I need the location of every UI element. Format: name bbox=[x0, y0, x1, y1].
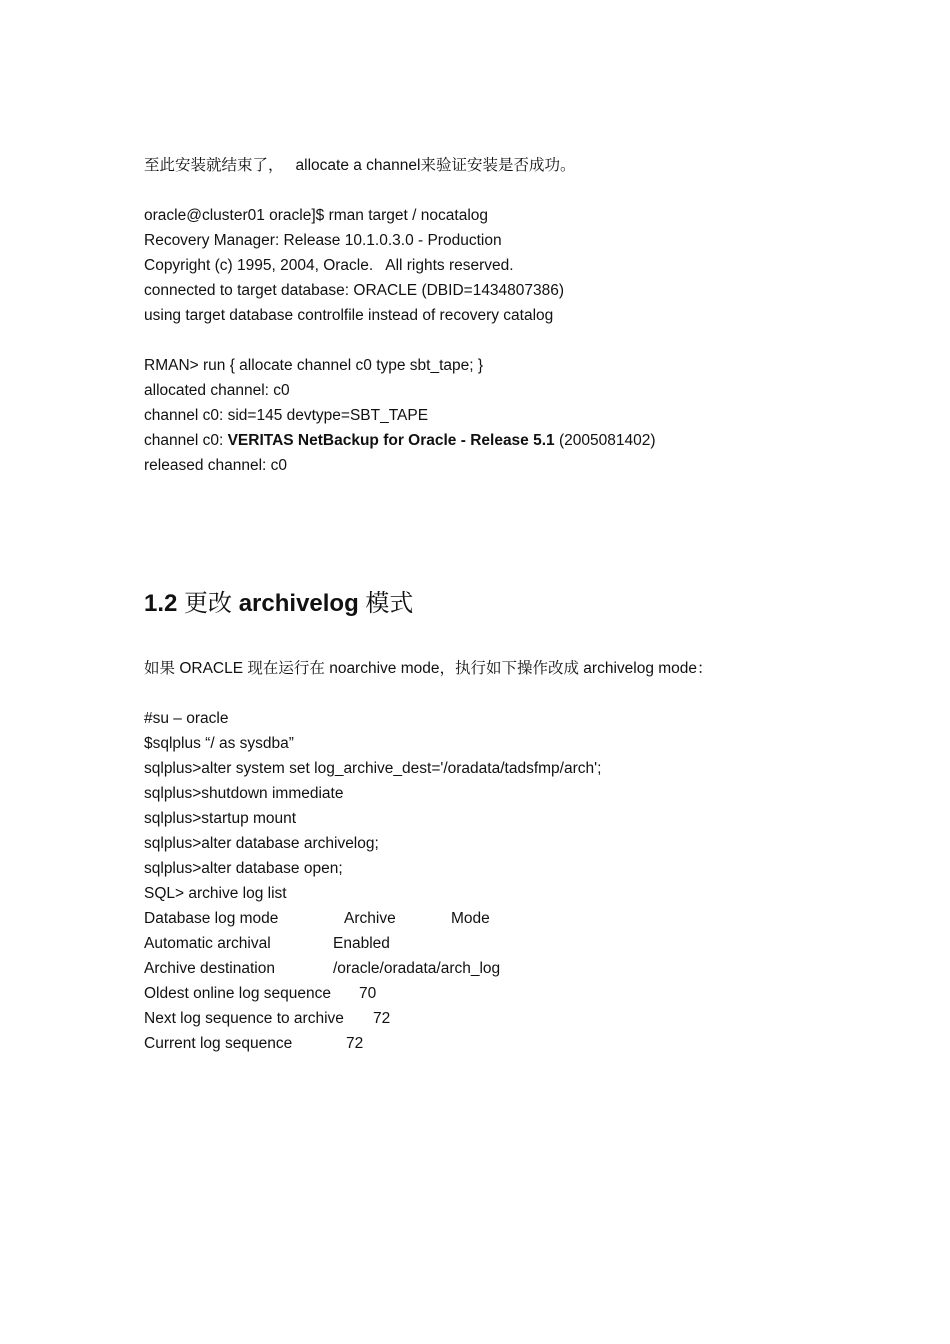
intro-en: noarchive mode bbox=[324, 660, 440, 677]
archive-list-value: /oracle/oradata/arch_log bbox=[333, 960, 501, 977]
command-line: $sqlplus “/ as sysdba” bbox=[144, 735, 294, 752]
heading-text-cn: 更改 bbox=[184, 589, 233, 617]
intro-cn: ： bbox=[697, 659, 713, 677]
rman-session-line: connected to target database: ORACLE (DBID=1434807386) bbox=[144, 282, 565, 299]
heading-number: 1.2 bbox=[144, 590, 185, 617]
command-line: sqlplus>shutdown immediate bbox=[144, 785, 344, 802]
heading-text-cn-2: 模式 bbox=[365, 589, 414, 617]
channel-media-name: VERITAS NetBackup for Oracle - Release 5.1 bbox=[227, 432, 555, 449]
command-line: sqlplus>alter database archivelog; bbox=[144, 835, 379, 852]
channel-prefix: channel c0: bbox=[144, 432, 228, 449]
heading-text-en: archivelog bbox=[232, 590, 366, 617]
install-complete-intro bbox=[144, 155, 576, 176]
channel-info-line bbox=[144, 431, 656, 451]
intro-en: ORACLE bbox=[175, 660, 248, 677]
intro-text-cn: 至此安装就结束了， bbox=[144, 156, 284, 174]
archive-list-label: Next log sequence to archive bbox=[144, 1010, 344, 1027]
archive-list-value-extra: Mode bbox=[451, 910, 490, 927]
rman-session-line: oracle@cluster01 oracle]$ rman target / nocatalog bbox=[144, 207, 488, 224]
intro-en: archivelog mode bbox=[579, 660, 698, 677]
command-line: sqlplus>alter database open; bbox=[144, 860, 343, 877]
archive-list-label: Oldest online log sequence bbox=[144, 985, 331, 1002]
archive-list-label: Database log mode bbox=[144, 910, 279, 927]
archivelog-intro bbox=[144, 658, 713, 679]
archive-list-label: Current log sequence bbox=[144, 1035, 293, 1052]
archive-list-label: Archive destination bbox=[144, 960, 275, 977]
intro-text-cn-2: 来验证安装是否成功。 bbox=[420, 156, 576, 174]
archive-list-value: 70 bbox=[359, 985, 377, 1002]
command-line: sqlplus>alter system set log_archive_dest='/oradata/tadsfmp/arch'; bbox=[144, 760, 602, 777]
rman-session-line: using target database controlfile instead of recovery catalog bbox=[144, 307, 554, 324]
rman-session-line: Recovery Manager: Release 10.1.0.3.0 - Production bbox=[144, 232, 502, 249]
channel-version: (2005081402) bbox=[554, 432, 656, 449]
archive-list-value: 72 bbox=[373, 1010, 391, 1027]
released-channel-line: released channel: c0 bbox=[144, 457, 288, 474]
run-block-line: RMAN> run { allocate channel c0 type sbt_tape; } bbox=[144, 357, 484, 374]
archive-list-value: 72 bbox=[346, 1035, 364, 1052]
run-block-line: allocated channel: c0 bbox=[144, 382, 290, 399]
intro-cn: 如果 bbox=[144, 659, 176, 677]
command-line: sqlplus>startup mount bbox=[144, 810, 297, 827]
command-line: SQL> archive log list bbox=[144, 885, 287, 902]
archive-list-value: Enabled bbox=[333, 935, 390, 952]
archive-list-value: Archive bbox=[344, 910, 396, 927]
intro-text-en: allocate a channel bbox=[295, 157, 421, 174]
archive-list-label: Automatic archival bbox=[144, 935, 271, 952]
rman-session-line: Copyright (c) 1995, 2004, Oracle. All rights reserved. bbox=[144, 257, 514, 274]
command-line: #su – oracle bbox=[144, 710, 229, 727]
section-heading bbox=[144, 588, 413, 619]
run-block-line: channel c0: sid=145 devtype=SBT_TAPE bbox=[144, 407, 429, 424]
intro-cn: 现在运行在 bbox=[247, 659, 325, 677]
intro-cn: ，执行如下操作改成 bbox=[439, 659, 579, 677]
